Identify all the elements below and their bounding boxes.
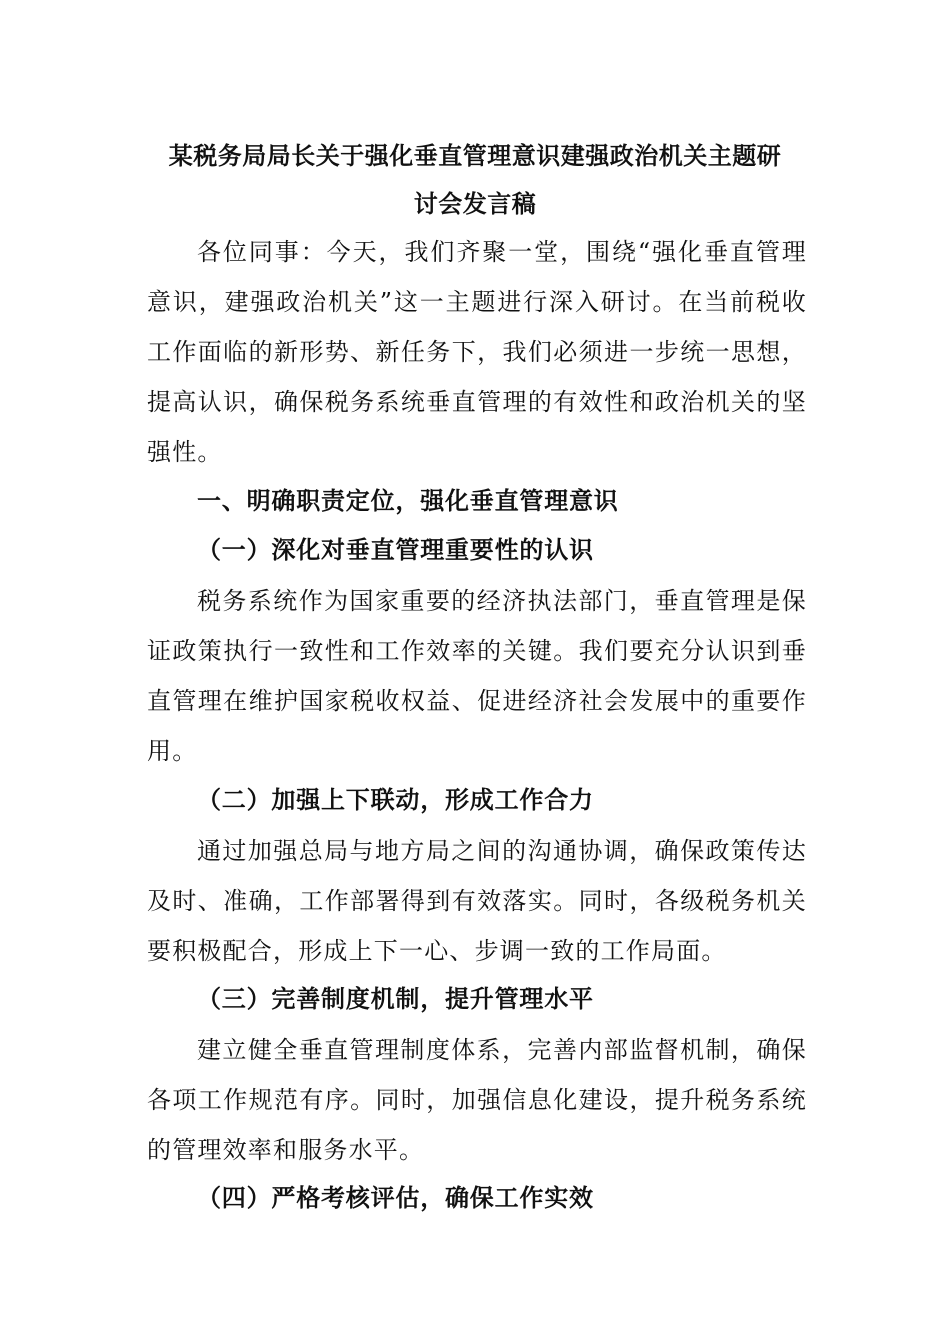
- subsection-1-paragraph: 税务系统作为国家重要的经济执法部门，垂直管理是保证政策执行一致性和工作效率的关键。我们要充分认识到垂直管理在维护国家税收权益、促进经济社会发展中的重要作用。: [147, 587, 807, 765]
- document-title-line-1: 某税务局局长关于强化垂直管理意识建强政治机关主题研: [168, 142, 782, 170]
- intro-paragraph: 各位同事：今天，我们齐聚一堂，围绕“强化垂直管理意识，建强政治机关”这一主题进行深入研讨。在当前税收工作面临的新形势、新任务下，我们必须进一步统一思想，提高认识，确保税务系统垂直管理的有效性和政治机关的坚强性。: [147, 238, 807, 466]
- subsection-1-heading: （一）深化对垂直管理重要性的认识: [197, 536, 594, 564]
- section-1-heading: 一、明确职责定位，强化垂直管理意识: [197, 487, 619, 515]
- subsection-4-heading: （四）严格考核评估，确保工作实效: [197, 1184, 594, 1212]
- subsection-2-paragraph: 通过加强总局与地方局之间的沟通协调，确保政策传达及时、准确，工作部署得到有效落实。同时，各级税务机关要积极配合，形成上下一心、步调一致的工作局面。: [147, 837, 807, 965]
- subsection-2-heading: （二）加强上下联动，形成工作合力: [197, 786, 594, 814]
- subsection-3-paragraph: 建立健全垂直管理制度体系，完善内部监督机制，确保各项工作规范有序。同时，加强信息化建设，提升税务系统的管理效率和服务水平。: [147, 1036, 807, 1164]
- document-title-line-2: 讨会发言稿: [413, 190, 537, 218]
- subsection-3-heading: （三）完善制度机制，提升管理水平: [197, 985, 594, 1013]
